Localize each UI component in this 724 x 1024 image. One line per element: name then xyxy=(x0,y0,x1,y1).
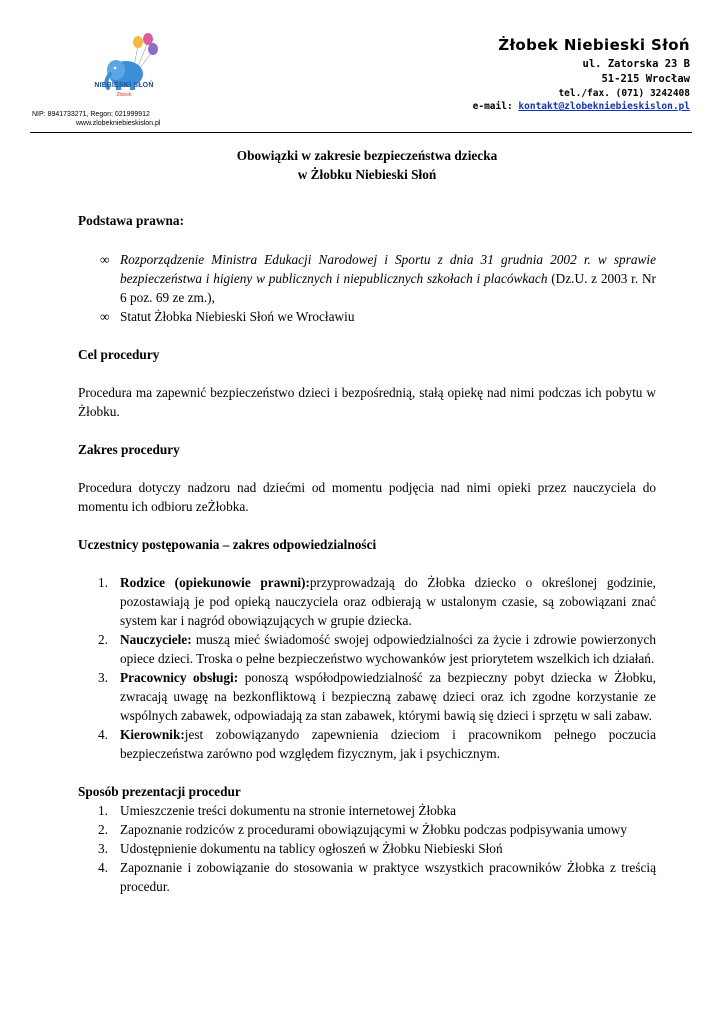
item-number: 3. xyxy=(98,841,108,856)
list-item xyxy=(78,725,656,763)
list-item xyxy=(78,250,656,307)
role-duties: jest zobowiązanydo zapewnienia dzieciom i pracownikom pełnego poczucia bezpieczeństwa zarówno pod względem fizycznym, jak i psychicznym. xyxy=(120,727,656,761)
goal-heading: Cel procedury xyxy=(78,347,160,362)
item-number: 2. xyxy=(98,632,108,647)
infinity-bullet-icon: ∞ xyxy=(100,309,110,324)
legal-list xyxy=(78,250,656,326)
role-duties: ponoszą współodpowiedzialność za bezpieczny pobyt dziecka w Żłobku, zwracają uwagę na bezkonfliktową i bezpieczną zabawę dzieci oraz ich zgodne korzystanie ze wspólnych zabawek, odpowiadają za stan zabawek, którymi bawią się dzieci i sprzętu w sali zabaw. xyxy=(120,670,657,723)
goal-text: Procedura ma zapewnić bezpieczeństwo dzieci i bezpośrednią, stałą opiekę nad nimi podczas ich pobytu w Żłobku. xyxy=(78,385,656,419)
email-label: e-mail: xyxy=(472,101,519,112)
presentation-heading: Sposób prezentacji procedur xyxy=(78,784,241,799)
presentation-step: Zapoznanie rodziców z procedurami obowiązującymi w Żłobku podczas podpisywania umowy xyxy=(120,822,627,837)
list-item xyxy=(78,630,656,668)
nursery-name: Żłobek Niebieski Słoń xyxy=(498,36,690,54)
participants-heading: Uczestnicy postępowania – zakres odpowiedzialności xyxy=(78,537,377,552)
nip-regon: NIP: 8941733271, Regon: 021999912 xyxy=(32,111,150,118)
title-line-2: w Żłobku Niebieski Słoń xyxy=(297,167,437,182)
street-address: ul. Zatorska 23 B xyxy=(582,58,690,70)
website-link[interactable]: www.zlobekniebieskislon.pl xyxy=(76,120,161,127)
city-address: 51-215 Wrocław xyxy=(601,73,690,85)
list-item xyxy=(78,573,656,630)
role-duties: muszą mieć świadomość swojej odpowiedzialności za życie i zdrowie powierzonych opiece dzieci. Troska o pełne bezpieczeństwo wychowanków jest priorytetem wszelkich ich działań. xyxy=(120,632,656,666)
phone-fax: tel./fax. (071) 3242408 xyxy=(558,88,690,99)
item-number: 2. xyxy=(98,822,108,837)
legal-heading: Podstawa prawna: xyxy=(78,213,185,228)
email-line xyxy=(473,100,690,113)
list-item xyxy=(78,801,656,820)
item-number: 3. xyxy=(98,670,108,685)
legal-statute: Statut Żłobka Niebieski Słoń we Wrocławiu xyxy=(120,309,355,324)
list-item xyxy=(78,858,656,896)
logo-subtitle: Żłobek xyxy=(116,92,132,98)
legal-citation: (Dz.U. z 2003 r. Nr 6 poz. 69 ze zm.), xyxy=(120,271,656,305)
legal-regulation: Rozporządzenie Ministra Edukacji Narodowej i Sportu z dnia 31 grudnia 2002 r. w sprawie bezpieczeństwa i higieny w publicznych i niepublicznych szkołach i placówkach xyxy=(120,252,656,286)
item-number: 1. xyxy=(98,803,108,818)
document-title xyxy=(78,146,656,184)
presentation-step: Udostępnienie dokumentu na tablicy ogłoszeń w Żłobku Niebieski Słoń xyxy=(120,841,503,856)
item-number: 4. xyxy=(98,727,108,742)
email-link[interactable]: kontakt@zlobekniebieskislon.pl xyxy=(518,101,690,112)
list-item xyxy=(78,307,656,326)
header-divider xyxy=(30,132,692,133)
item-number: 4. xyxy=(98,860,108,875)
presentation-list xyxy=(78,801,656,896)
participants-list xyxy=(78,573,656,763)
role-name: Rodzice (opiekunowie prawni): xyxy=(120,575,310,590)
title-line-1: Obowiązki w zakresie bezpieczeństwa dziecka xyxy=(236,148,498,163)
scope-text: Procedura dotyczy nadzoru nad dziećmi od momentu podjęcia nad nimi opieki przez nauczyciela do momentu ich odbioru zeŻłobka. xyxy=(78,480,656,514)
presentation-step: Umieszczenie treści dokumentu na stronie internetowej Żłobka xyxy=(120,803,456,818)
document-body xyxy=(78,146,656,896)
role-name: Kierownik: xyxy=(120,727,185,742)
list-item xyxy=(78,668,656,725)
role-name: Pracownicy obsługi: xyxy=(120,670,239,685)
list-item xyxy=(78,839,656,858)
list-item xyxy=(78,820,656,839)
infinity-bullet-icon: ∞ xyxy=(100,252,110,267)
company-ids xyxy=(32,110,160,128)
presentation-step: Zapoznanie i zobowiązanie do stosowania w praktyce wszystkich pracowników Żłobka z treścią procedur. xyxy=(120,860,656,894)
scope-heading: Zakres procedury xyxy=(78,442,180,457)
logo-name: NIEBIESKI SŁOŃ xyxy=(94,82,154,89)
letterhead-contact xyxy=(473,36,690,113)
item-number: 1. xyxy=(98,575,108,590)
role-duties: przyprowadzają do Żłobka dziecko o określonej godzinie, pozostawiają je pod opieką nauczyciela oraz odbierają w ustalonym czasie, są zobowiązani znać system kar i nagród obowiązujących w grupie dziecka. xyxy=(120,575,656,628)
role-name: Nauczyciele: xyxy=(120,632,192,647)
